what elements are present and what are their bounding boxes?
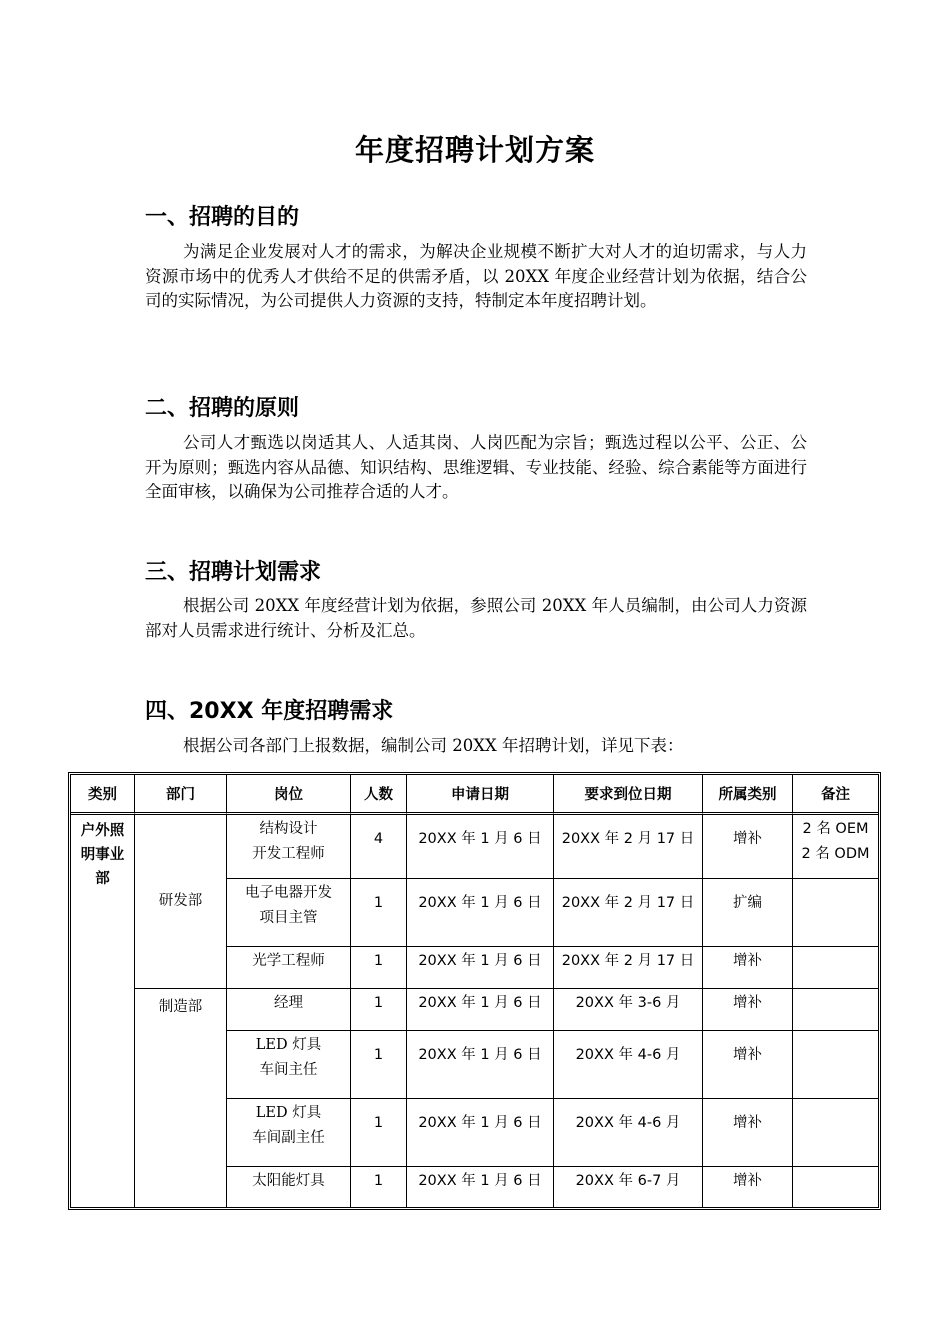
note-cell [793, 1031, 878, 1099]
position-cell: 太阳能灯具 [227, 1167, 351, 1207]
note-cell [793, 989, 878, 1031]
apply-date-cell: 20XX 年 1 月 6 日 [407, 1031, 554, 1099]
section-heading-purpose: 一、招聘的目的 [145, 205, 300, 230]
position-cell: 光学工程师 [227, 947, 351, 989]
table-row [71, 989, 878, 1031]
note-cell: 2 名 OEM 2 名 ODM [793, 815, 878, 879]
department-cell-rd: 研发部 [135, 815, 227, 989]
due-date-cell: 20XX 年 3-6 月 [554, 989, 703, 1031]
due-date-cell: 20XX 年 4-6 月 [554, 1031, 703, 1099]
count-cell: 1 [351, 947, 407, 989]
header-apply-date: 申请日期 [407, 775, 554, 815]
type-cell: 增补 [703, 1031, 793, 1099]
category-cell: 户外照明事业部 [71, 815, 135, 1207]
type-cell: 增补 [703, 815, 793, 879]
header-count: 人数 [351, 775, 407, 815]
note-cell [793, 1167, 878, 1207]
position-cell: 电子电器开发 项目主管 [227, 879, 351, 947]
department-cell-manufacturing: 制造部 [135, 989, 227, 1207]
count-cell: 1 [351, 1099, 407, 1167]
type-cell: 增补 [703, 1167, 793, 1207]
recruitment-table [68, 772, 881, 1210]
apply-date-cell: 20XX 年 1 月 6 日 [407, 989, 554, 1031]
due-date-cell: 20XX 年 2 月 17 日 [554, 879, 703, 947]
position-cell: 经理 [227, 989, 351, 1031]
due-date-cell: 20XX 年 4-6 月 [554, 1099, 703, 1167]
header-category: 类别 [71, 775, 135, 815]
section-text-purpose: 为满足企业发展对人才的需求，为解决企业规模不断扩大对人才的迫切需求，与人力资源市场中的优秀人才供给不足的供需矛盾，以 20XX 年度企业经营计划为依据，结合公司的实际情况，为公司提供人力资源的支持，特制定本年度招聘计划。 [145, 242, 807, 310]
note-cell [793, 879, 878, 947]
apply-date-cell: 20XX 年 1 月 6 日 [407, 947, 554, 989]
due-date-cell: 20XX 年 6-7 月 [554, 1167, 703, 1207]
header-type: 所属类别 [703, 775, 793, 815]
position-cell: 结构设计 开发工程师 [227, 815, 351, 879]
count-cell: 1 [351, 1167, 407, 1207]
due-date-cell: 20XX 年 2 月 17 日 [554, 947, 703, 989]
section-heading-plan-needs: 三、招聘计划需求 [145, 560, 322, 585]
type-cell: 增补 [703, 947, 793, 989]
header-position: 岗位 [227, 775, 351, 815]
section-text-plan-needs: 根据公司 20XX 年度经营计划为依据，参照公司 20XX 年人员编制，由公司人力资源部对人员需求进行统计、分析及汇总。 [145, 596, 807, 640]
due-date-cell: 20XX 年 2 月 17 日 [554, 815, 703, 879]
section-text-principles: 公司人才甄选以岗适其人、人适其岗、人岗匹配为宗旨；甄选过程以公平、公正、公开为原则；甄选内容从品德、知识结构、思维逻辑、专业技能、经验、综合素能等方面进行全面审核，以确保为公司推荐合适的人才。 [145, 433, 807, 501]
apply-date-cell: 20XX 年 1 月 6 日 [407, 815, 554, 879]
type-cell: 增补 [703, 989, 793, 1031]
count-cell: 1 [351, 879, 407, 947]
section-text-annual-needs: 根据公司各部门上报数据，编制公司 20XX 年招聘计划，详见下表： [183, 736, 684, 755]
apply-date-cell: 20XX 年 1 月 6 日 [407, 1167, 554, 1207]
page-title: 年度招聘计划方案 [354, 133, 595, 167]
note-cell [793, 1099, 878, 1167]
section-heading-principles: 二、招聘的原则 [145, 396, 300, 421]
position-cell: LED 灯具 车间副主任 [227, 1099, 351, 1167]
position-cell: LED 灯具 车间主任 [227, 1031, 351, 1099]
header-note: 备注 [793, 775, 878, 815]
note-cell [793, 947, 878, 989]
type-cell: 增补 [703, 1099, 793, 1167]
count-cell: 4 [351, 815, 407, 879]
type-cell: 扩编 [703, 879, 793, 947]
count-cell: 1 [351, 989, 407, 1031]
apply-date-cell: 20XX 年 1 月 6 日 [407, 1099, 554, 1167]
header-department: 部门 [135, 775, 227, 815]
table-header-row [71, 775, 878, 815]
table-row [71, 815, 878, 879]
apply-date-cell: 20XX 年 1 月 6 日 [407, 879, 554, 947]
count-cell: 1 [351, 1031, 407, 1099]
header-due-date: 要求到位日期 [554, 775, 703, 815]
section-heading-annual-needs: 四、20XX 年度招聘需求 [145, 699, 394, 724]
